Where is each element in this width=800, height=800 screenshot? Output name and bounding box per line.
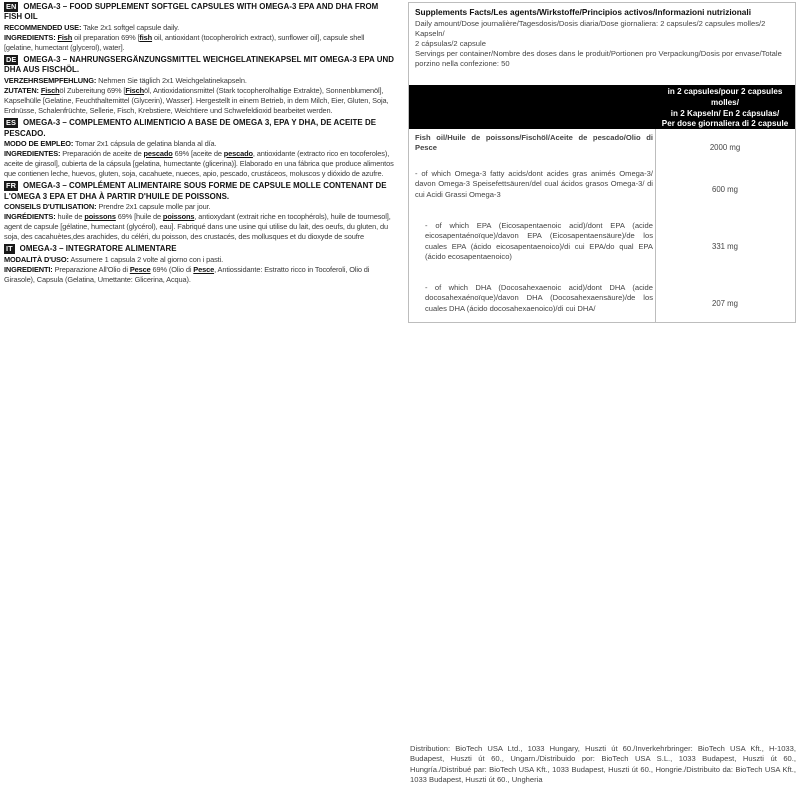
facts-daily-amount-1: Daily amount/Dose journalière/Tagesdosis/Dosis diaria/Dose giornaliera: 2 capsules/2 capsules molles/2 Kapseln/ (415, 18, 766, 38)
section-de-title: DE OMEGA-3 – NAHRUNGSERGÄNZUNGSMITTEL WEICHGELATINEKAPSEL MIT OMEGA-3 EPA UND DHA AUS FISCHÖL. (4, 55, 395, 75)
language-badge-it: IT (6, 244, 13, 254)
section-it-title: IT OMEGA-3 – INTEGRATORE ALIMENTARE (6, 244, 177, 254)
section-es-title: ES OMEGA-3 – COMPLEMENTO ALIMENTICIO A BASE DE OMEGA 3, EPA Y DHA, DE ACEITE DE PESCADO. (4, 118, 377, 138)
section-en-recommended-use: RECOMMENDED USE: Take 2x1 softgel capsule daily. (4, 22, 180, 32)
section-fr-title: FR OMEGA-3 – COMPLÉMENT ALIMENTAIRE SOUS FORME DE CAPSULE MOLLE CONTENANT DE L'OMEGA 3 EPA ET DHA À PARTIR D'HUILE DE POISSONS. (4, 181, 387, 201)
section-it (4, 244, 394, 285)
section-de (4, 55, 394, 116)
row-dha-name: - of which DHA (Docosahexaenoic acid)/dont DHA (acide docosahexaénoïque)/davon DHA (Docosahexaensäure)/de los cuales DHA (ácido docosahexaenoico)/di cui DHA/ (425, 283, 653, 313)
facts-servings-1: Servings per container/Nombre des doses dans le produit/Portionen pro Verpackung/Dosis por envase/Totale (415, 49, 782, 59)
language-badge-en: EN (6, 2, 17, 11)
row-epa-value: 331 mg (711, 242, 738, 251)
section-en (4, 2, 394, 53)
section-de-ingredients: ZUTATEN: Fischöl Zubereitung 69% [Fischöl, Antioxidationsmittel (Stark tocopherolhaltige Extrakte), Sonnenblumenöl], Kapselhülle [Gelatine, Feuchthaltemittel (Glycerin), Wasser]. Hergestellt in einem Betrieb, in dem Milch, Eier, Gluten, Soja, Erdnüsse, Schalenfrüchte, Sellerie, Fisch, Krebstiere, Weichtiere und Schwefeldioxid bearbeitet werden. (4, 85, 389, 116)
language-badge-fr: FR (6, 181, 16, 191)
section-en-ingredients: INGREDIENTS: Fish oil preparation 69% [fish oil, antioxidant (tocopherolrich extract), sunflower oil], capsule shell [gelatine, humectant (glycerol), water]. (4, 32, 365, 52)
multilingual-label-text (4, 2, 394, 287)
row-fish-oil-value: 2000 mg (709, 143, 741, 152)
row-omega3-name: - of which Omega-3 fatty acids/dont acides gras animés Omega-3/ davon Omega-3 Speisefettsäuren/del cual ácidos grasos Omega-3/ di cui Acidi Grassi Omega-3 (415, 169, 653, 199)
section-de-recommended-use: VERZEHRSEMPFEHLUNG: Nehmen Sie täglich 2x1 Weichgelatinekapseln. (4, 75, 247, 85)
section-es-ingredients: INGREDIENTES: Preparación de aceite de pescado 69% [aceite de pescado, antioxidante (extracto rico en tocoferoles), aceite de girasol], cubierta de la cápsula [gelatina, humectante (glicerina)]. Elaborado en una fábrica que produce alimentos que contienen leche, huevos, gluten, soja, cacahuete, nueces, apio, pescado, crustáceos, moluscos y dióxido de azufre. (4, 149, 394, 179)
supplement-facts-table (408, 2, 796, 323)
section-it-recommended-use: MODALITÀ D'USO: Assumere 1 capsula 2 volte al giorno con i pasti. (4, 254, 224, 264)
language-badge-es: ES (6, 118, 16, 128)
facts-title: Supplements Facts/Les agents/Wirkstoffe/Principios activos/Informazioni nutrizionali (415, 7, 752, 17)
row-dha-value: 207 mg (711, 299, 738, 308)
facts-servings-2: porzino nella confezione: 50 (415, 59, 510, 69)
row-epa-name: - of which EPA (Eicosapentaenoic acid)/dont EPA (acide eicosapentaénoïque)/davon EPA (Eicosapentaensäure)/de los cuales EPA (ácido eicosapentaenoico)/di cui EPA/do qual EPA (ácido ecosapentaenoico) (425, 221, 653, 262)
language-badge-de: DE (6, 55, 17, 65)
section-it-ingredients: INGREDIENTI: Preparazione All'Olio di Pesce 69% (Olio di Pesce, Antiossidante: Estratto ricco in Tocoferoli, Olio di Girasole), Capsula (Gelatina, Umettante: Glicerina, Acqua). (4, 264, 370, 284)
section-fr (4, 181, 394, 242)
row-omega3-value: 600 mg (711, 185, 738, 194)
facts-dose-header: in 2 capsules/pour 2 capsules molles/ in 2 Kapseln/ En 2 cápsulas/ Per dose giornaliera di 2 capsule 2 (661, 87, 789, 139)
section-fr-ingredients: INGRÉDIENTS: huile de poissons 69% [huile de poissons, antioxydant (extrait riche en tocophérols), huile de tournesol], agent de capsule [gélatine, humectant (glycérol), eau]. Fabriqué dans une usine qui utilise du lait, des oeufs, du gluten, du soja, des cacahuètes,des arachides, du céléri, du poisson, des crustacés, des mollusques et du dioxyde de soufre (4, 212, 391, 242)
row-fish-oil-name: Fish oil/Huile de poissons/Fischöl/Aceite de pescado/Olio di Pesce (415, 133, 653, 153)
section-es-recommended-use: MODO DE EMPLEO: Tomar 2x1 cápsula de gelatina blanda al día. (4, 138, 217, 148)
distribution-text: Distribution: BioTech USA Ltd., 1033 Hungary, Huszti út 60./Inverkehrbringer: BioTech USA Kft., H-1033, Budapest, Huszti út 60., Ungarn./Distribuido por: BioTech USA S.L., 1033 Budapest, Huszti út 60., Hungría./Distribué par: BioTech USA Kft., 1033 Budapest, Huszti út 60., Hongrie./Distribuito da: BioTech USA Kft., 1033 Budapest, Huszti út 60., Ungheria (410, 744, 796, 785)
section-fr-recommended-use: CONSEILS D'UTILISATION: Prendre 2x1 capsule molle par jour. (4, 202, 211, 212)
section-es (4, 118, 394, 179)
facts-column-divider (655, 129, 656, 322)
section-en-title: EN OMEGA-3 – FOOD SUPPLEMENT SOFTGEL CAPSULES WITH OMEGA-3 EPA AND DHA FROM FISH OIL (4, 2, 379, 22)
facts-daily-amount-2: 2 cápsulas/2 capsule (415, 39, 486, 49)
